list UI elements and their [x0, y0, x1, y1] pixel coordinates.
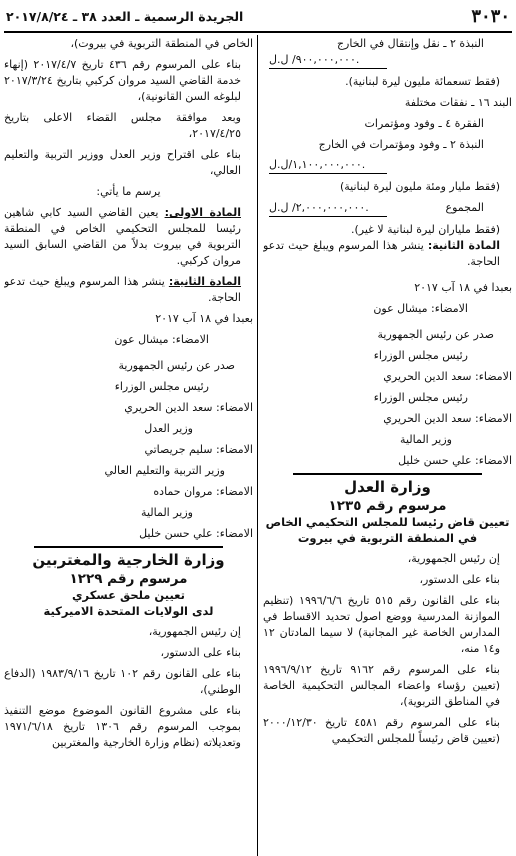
- preamble: بناء على المرسوم رقم ٤٥٨١ تاريخ ٢٠٠٠/١٢/٣٠ (تعيين قاض رئيساً للمجلس التحكيمي: [263, 716, 500, 745]
- total-amount: ٢,٠٠٠,٠٠٠,٠٠٠/ ل.ل.: [269, 200, 387, 217]
- preamble: إن رئيس الجمهورية،: [148, 625, 241, 638]
- preamble: بناء على الدستور،: [160, 646, 241, 659]
- preamble: بناء على الدستور،: [419, 573, 500, 586]
- budget-line: النبذة ٢ ـ وفود ومؤتمرات في الخارج: [318, 138, 484, 151]
- budget-amount: ٩٠٠,٠٠٠,٠٠٠/ ل.ل.: [269, 52, 387, 69]
- total-label: المجموع: [445, 201, 484, 214]
- education-minister-title: وزير التربية والتعليم العالي: [104, 464, 225, 477]
- page-header: [4, 5, 512, 31]
- finance-minister-title: وزير المالية: [141, 506, 193, 519]
- issued-by: صدر عن رئيس الجمهورية: [118, 359, 235, 372]
- signature: الامضاء: سعد الدين الحريري: [124, 401, 253, 414]
- budget-paragraph: الفقرة ٤ ـ وفود ومؤتمرات: [364, 117, 484, 130]
- decree-subject: لدى الولايات المتحدة الاميركية: [43, 604, 214, 618]
- signature: الامضاء: علي حسن خليل: [139, 527, 253, 540]
- justice-minister-title: وزير العدل: [144, 422, 193, 435]
- page-number: ٣٠٣٠: [471, 6, 510, 27]
- pm-title: رئيس مجلس الوزراء: [373, 349, 468, 362]
- finance-minister-title: وزير المالية: [400, 433, 452, 446]
- decree-number: مرسوم رقم ١٢٢٩: [69, 571, 188, 587]
- budget-item: البند ١٦ ـ نفقات مختلفة: [404, 96, 512, 109]
- decree-subject: في المنطقة التربوية في بيروت: [297, 531, 478, 545]
- header-rule: [4, 31, 512, 33]
- right-column: [263, 36, 512, 856]
- preamble: وبعد موافقة مجلس القضاء الاعلى بتاريخ ٢٠١٧/٤/٢٥،: [4, 111, 241, 140]
- decrees-heading: يرسم ما يأتي:: [96, 185, 161, 198]
- signature: الامضاء: سعد الدين الحريري: [383, 412, 512, 425]
- preamble: إن رئيس الجمهورية،: [407, 552, 500, 565]
- budget-amount-words: (فقط تسعمائة مليون ليرة لبنانية).: [345, 75, 500, 88]
- decree-subject: تعيين ملحق عسكري: [72, 588, 185, 602]
- preamble: بناء على اقتراح وزير العدل ووزير التربية والتعليم العالي،: [4, 148, 241, 177]
- signing-date: بعبدا في ١٨ آب ٢٠١٧: [414, 281, 512, 294]
- signature: الامضاء: سعد الدين الحريري: [383, 370, 512, 383]
- decree-subject: تعيين قاض رئيسا للمجلس التحكيمي الخاص: [265, 515, 510, 529]
- article-two: المادة الثانية: ينشر هذا المرسوم ويبلغ حيث تدعو الحاجة.: [4, 275, 241, 304]
- pm-title: رئيس مجلس الوزراء: [373, 391, 468, 404]
- issued-by: صدر عن رئيس الجمهورية: [377, 328, 494, 341]
- budget-amount-words: (فقط مليار ومئة مليون ليرة لبنانية): [339, 180, 500, 193]
- left-column: [4, 36, 253, 856]
- preamble: بناء على المرسوم رقم ٤٣٦ تاريخ ٢٠١٧/٤/٧ (إنهاء خدمة القاضي السيد مروان كركبي بتاريخ ٢٠١٧/٣/٢٤ لبلوغه السن القانونية)،: [4, 58, 242, 103]
- signature: الامضاء: سليم جريصاتي: [144, 443, 253, 456]
- ministry-heading: وزارة العدل: [344, 478, 431, 496]
- preamble: بناء على المرسوم رقم ٩١٦٢ تاريخ ١٩٩٦/٩/١٢ (تعيين رؤساء واعضاء المجالس التحكيمية الخاصة في المناطق التربوية)،: [263, 663, 500, 708]
- preamble: بناء على القانون رقم ١٠٢ تاريخ ١٩٨٣/٩/١٦ (الدفاع الوطني)،: [4, 667, 241, 696]
- article-two: المادة الثانية: ينشر هذا المرسوم ويبلغ حيث تدعو الحاجة.: [263, 239, 500, 268]
- pm-title: رئيس مجلس الوزراء: [114, 380, 209, 393]
- preamble: الخاص في المنطقة التربوية في بيروت)،: [70, 37, 253, 50]
- decree-number: مرسوم رقم ١٢٣٥: [328, 498, 447, 514]
- signature: الامضاء: مروان حماده: [153, 485, 253, 498]
- signature: الامضاء: علي حسن خليل: [398, 454, 512, 467]
- preamble: بناء على القانون رقم ٥١٥ تاريخ ١٩٩٦/٦/٦ (تنظيم الموازنة المدرسية ووضع اصول تحديد الاقساط في المدارس الخاصة غير المجانية) لا سيما المادتان ١٢ و١٤ منه،: [263, 594, 500, 655]
- signature: الامضاء: ميشال عون: [114, 333, 209, 346]
- budget-line: النبذة ٢ ـ نقل وإنتقال في الخارج: [336, 37, 484, 50]
- ministry-heading: وزارة الخارجية والمغتربين: [32, 551, 225, 569]
- gazette-title: الجريدة الرسمية ـ العدد ٣٨ ـ ٢٠١٧/٨/٢٤: [6, 9, 244, 24]
- preamble: بناء على مشروع القانون الموضوع موضع التنفيذ بموجب المرسوم رقم ١٣٠٦ تاريخ ١٩٧١/٦/١٨ وتعديلاته (نظام وزارة الخارجية والمغتربين: [4, 704, 241, 749]
- budget-amount: ١,١٠٠,٠٠٠,٠٠٠/ل.ل.: [269, 157, 387, 174]
- article-one: المادة الاولى: يعين القاضي السيد كابي شاهين رئيسا للمجلس التحكيمي الخاص في المنطقة التربوية في بيروت بدلاً من القاضي السابق السيد مروان كركبي.: [4, 206, 241, 267]
- signing-date: بعبدا في ١٨ آب ٢٠١٧: [155, 312, 253, 325]
- section-rule: [293, 473, 482, 475]
- column-divider: [257, 35, 258, 856]
- signature: الامضاء: ميشال عون: [373, 302, 468, 315]
- section-rule: [34, 546, 223, 548]
- total-amount-words: (فقط ملياران ليرة لبنانية لا غير).: [350, 223, 500, 236]
